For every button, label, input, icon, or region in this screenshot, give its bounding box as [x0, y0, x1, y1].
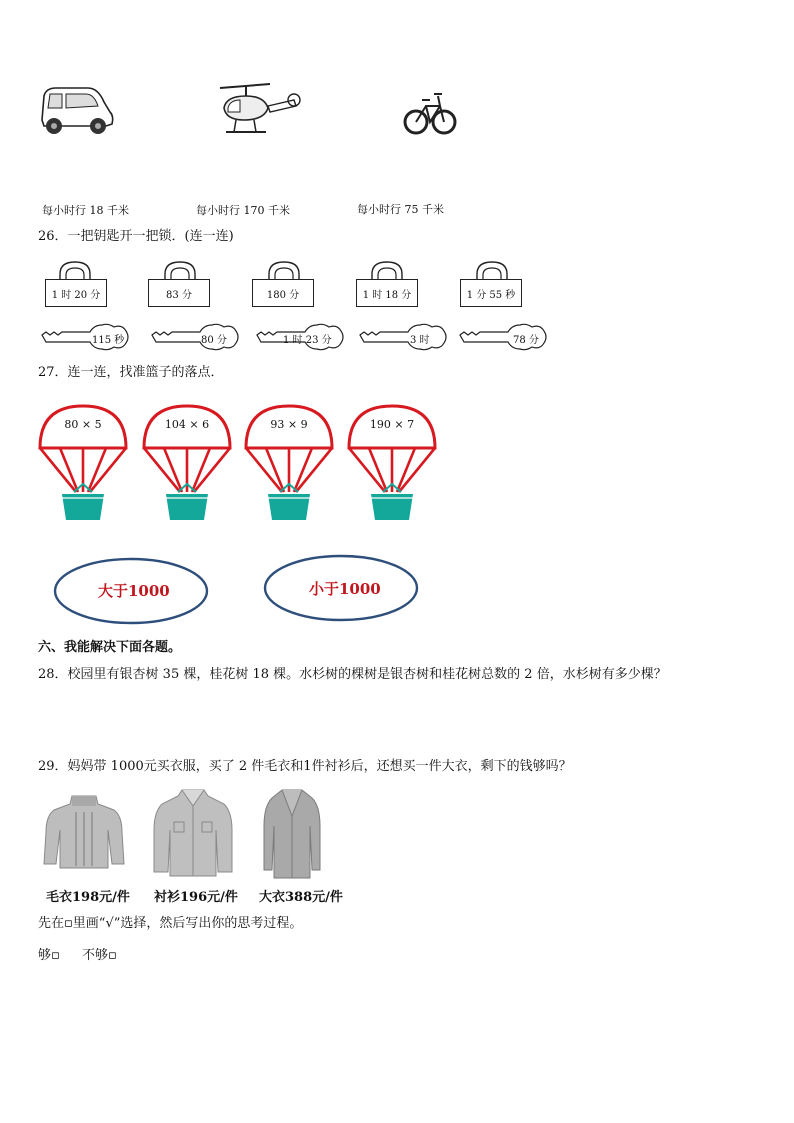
sweater-icon: [42, 792, 126, 872]
option-enough-checkbox[interactable]: 够▫: [38, 948, 60, 963]
parachute-expression: 93 × 9: [270, 418, 308, 431]
oval-label: 大于1000: [98, 582, 170, 600]
sweater-label: 毛衣198元/件: [46, 890, 130, 905]
shirt-label: 衬衫196元/件: [154, 890, 238, 905]
key-label: 78 分: [513, 335, 539, 346]
lock-label: 1 时 18 分: [356, 279, 418, 307]
lock-shackle-icon: [369, 260, 405, 280]
lock-shackle-icon: [57, 260, 93, 280]
vehicle-speed-bicycle: 每小时行 75 千米: [357, 203, 444, 216]
lock-shackle-icon: [162, 260, 198, 280]
vehicle-speed-car: 每小时行 18 千米: [42, 204, 129, 217]
lock-shackle-icon: [474, 260, 510, 280]
coat-label: 大衣388元/件: [259, 890, 343, 905]
question-26-title: 26．一把钥匙开一把锁．(连一连): [38, 229, 234, 244]
question-29-instruction: 先在▫里画“√”选择，然后写出你的思考过程。: [38, 916, 303, 931]
bicycle-icon: [402, 82, 458, 142]
option-not-enough-checkbox[interactable]: 不够▫: [82, 948, 117, 963]
key-label: 3 时: [410, 335, 430, 346]
parachute-expression: 104 × 6: [164, 418, 210, 431]
oval-label: 小于1000: [309, 580, 381, 598]
key-label: 1 时 23 分: [283, 335, 332, 346]
lock-label: 180 分: [252, 279, 314, 307]
shirt-icon: [152, 786, 234, 880]
lock-label: 1 分 55 秒: [460, 279, 522, 307]
lock-label: 1 时 20 分: [45, 279, 107, 307]
parachute-expression: 190 × 7: [369, 418, 415, 431]
parachute-expression: 80 × 5: [64, 418, 102, 431]
key-label: 115 秒: [92, 335, 125, 346]
lock-shackle-icon: [266, 260, 302, 280]
section-6-title: 六、我能解决下面各题。: [38, 640, 182, 655]
vehicle-speed-helicopter: 每小时行 170 千米: [196, 204, 290, 217]
question-28-text: 28．校园里有银杏树 35 棵，桂花树 18 棵。水杉树的棵树是银杏树和桂花树总数的 2 倍，水杉树有多少棵？: [38, 667, 667, 682]
question-29-text: 29．妈妈带 1000元买衣服，买了 2 件毛衣和1件衬衫后，还想买一件大衣，剩下的钱够吗？: [38, 759, 572, 774]
key-label: 80 分: [201, 335, 227, 346]
question-27-title: 27．连一连，找准篮子的落点．: [38, 365, 224, 380]
helicopter-icon: [216, 80, 302, 142]
lock-label: 83 分: [148, 279, 210, 307]
key-icon: [358, 322, 448, 352]
car-icon: [36, 82, 116, 138]
coat-icon: [262, 786, 322, 880]
